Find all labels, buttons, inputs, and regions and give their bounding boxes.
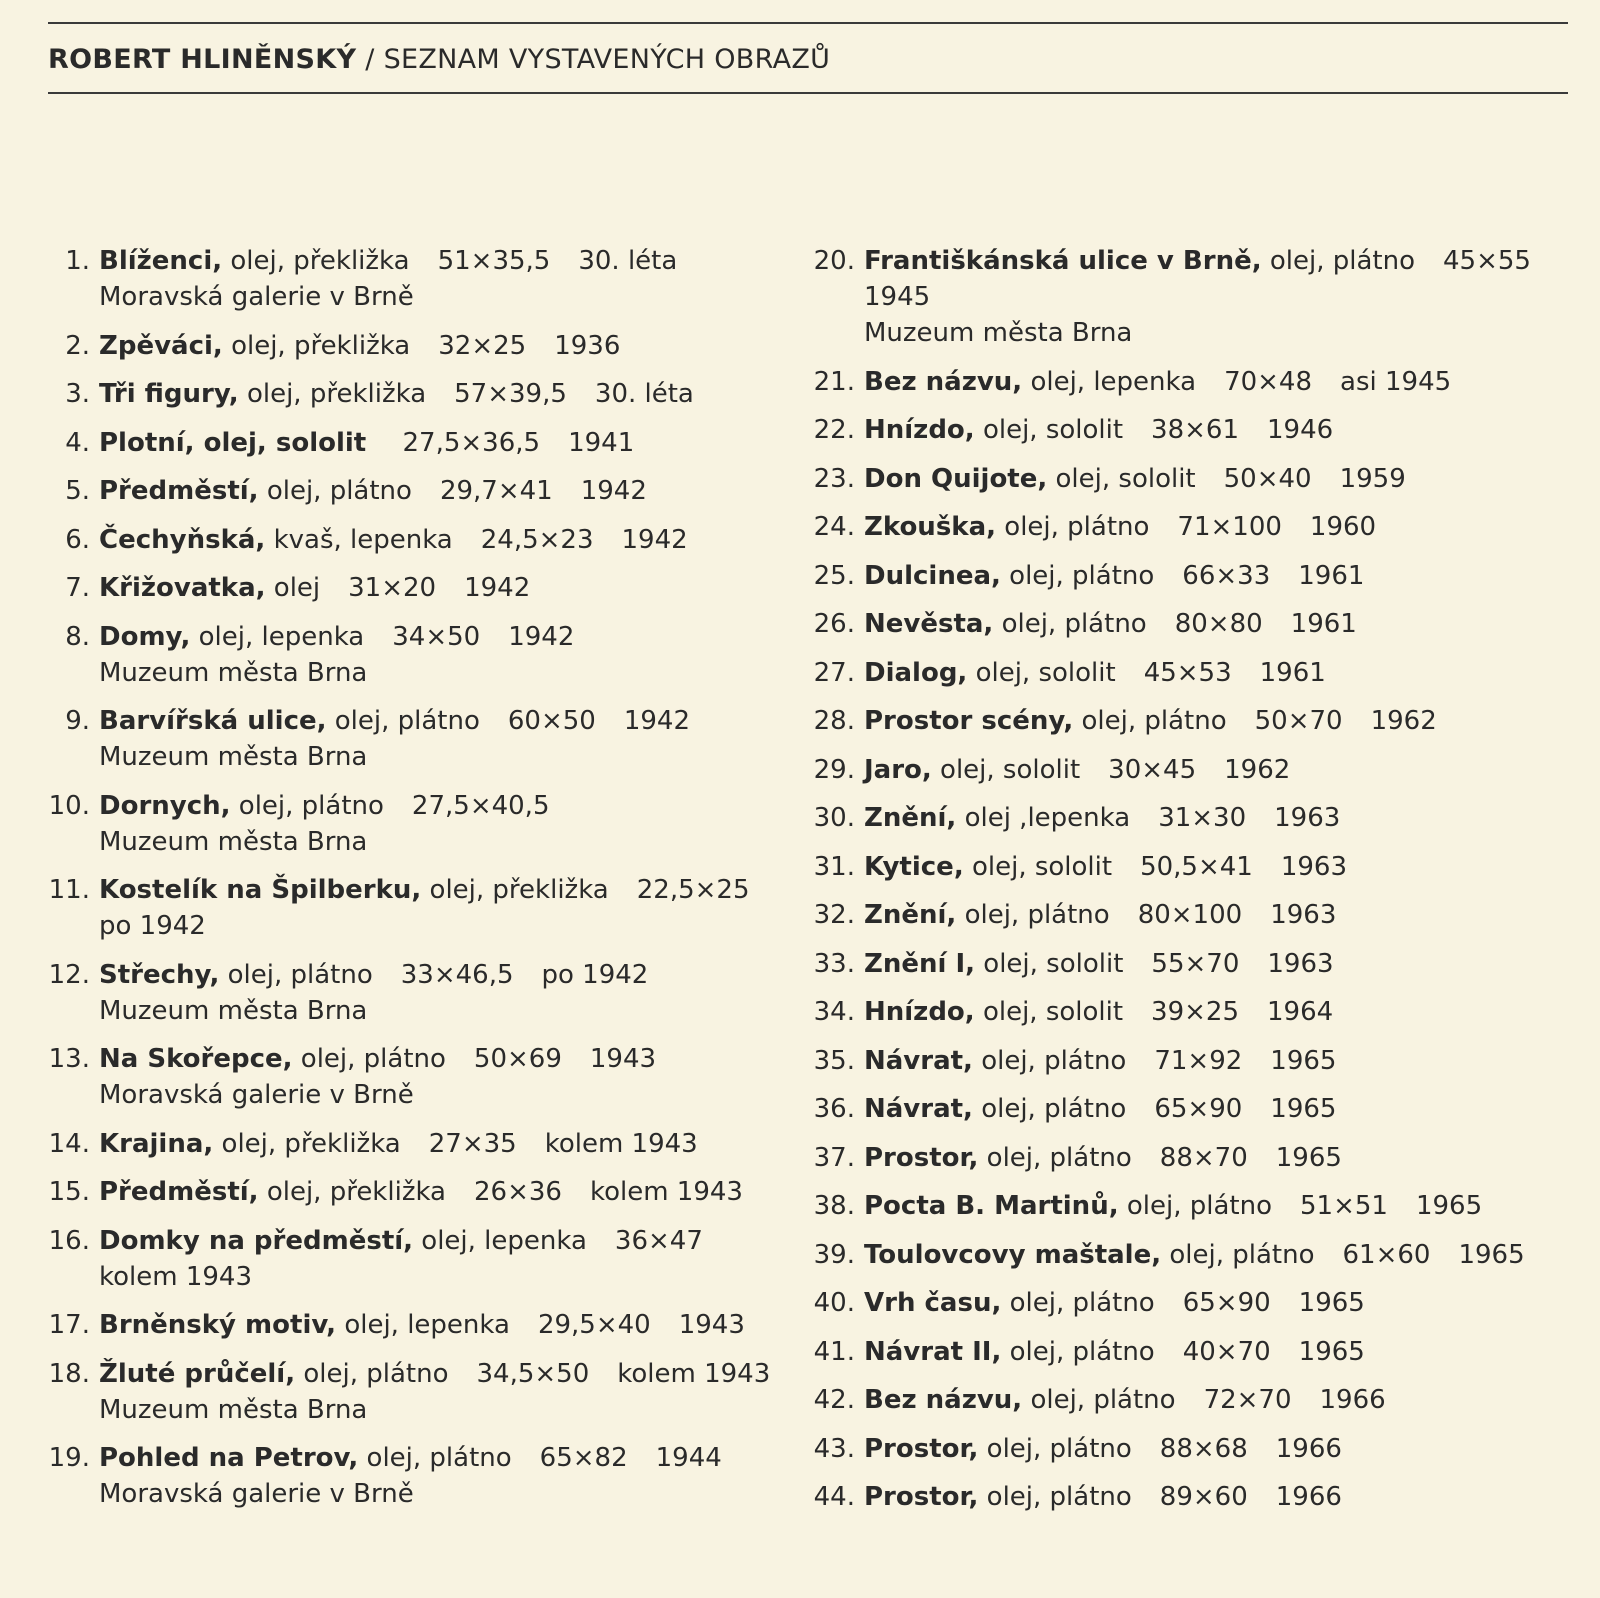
- entry-year: 1963: [1267, 948, 1334, 979]
- entry-dimensions: 66×33: [1182, 560, 1271, 591]
- catalog-entry: [30, 243, 780, 315]
- catalog-entry: [30, 788, 780, 860]
- entry-medium: olej, plátno: [1009, 1336, 1155, 1367]
- entry-dimensions: 50,5×41: [1140, 851, 1253, 882]
- entry-dimensions: 32×25: [438, 330, 527, 361]
- entry-dimensions: 50×40: [1223, 463, 1312, 494]
- entry-number: 22.: [813, 415, 855, 445]
- catalog-entry: [795, 655, 1585, 691]
- entry-number: 28.: [813, 706, 855, 736]
- catalog-entry: [30, 1041, 780, 1113]
- entry-dimensions: 89×60: [1159, 1482, 1248, 1512]
- entry-title: Čechyňská,: [99, 524, 266, 555]
- entry-number: 29.: [813, 754, 855, 785]
- entry-title: Brněnský motiv,: [99, 1310, 337, 1340]
- entry-title: Plotní, olej, sololit: [99, 427, 367, 458]
- entry-number: 26.: [813, 609, 855, 639]
- entry-location: po 1942: [99, 911, 206, 941]
- entry-number: 2.: [65, 330, 90, 361]
- entry-title: Zkouška,: [864, 512, 997, 542]
- entry-year: 1942: [621, 524, 688, 555]
- top-rule: [48, 22, 1568, 24]
- entry-medium: olej, plátno: [238, 790, 384, 821]
- entry-title: Barvířská ulice,: [99, 706, 327, 736]
- entry-medium: olej, lepenka: [198, 621, 365, 652]
- catalog-entry: [795, 994, 1585, 1030]
- entry-dimensions: 45×53: [1143, 657, 1232, 688]
- entry-title: Pocta B. Martinů,: [864, 1191, 1119, 1221]
- entry-medium: olej, překližka: [231, 330, 411, 361]
- entry-number: 21.: [813, 366, 855, 397]
- entry-number: 31.: [813, 851, 855, 882]
- entry-dimensions: 24,5×23: [480, 524, 594, 555]
- entry-title: Domky na předměstí,: [99, 1225, 414, 1256]
- entry-title: Blíženci,: [99, 246, 223, 276]
- catalog-entry: [30, 1307, 780, 1343]
- entry-dimensions: 38×61: [1151, 415, 1239, 445]
- entry-title: Znění,: [864, 803, 957, 833]
- catalog-entry: [30, 1126, 780, 1162]
- entry-dimensions: 34×50: [392, 621, 481, 652]
- entry-title: Žluté průčelí,: [99, 1358, 296, 1389]
- entry-title: Dulcinea,: [864, 560, 1001, 591]
- catalog-entry: [795, 800, 1585, 836]
- entry-title: Toulovcovy maštale,: [864, 1239, 1162, 1270]
- catalog-entry: [795, 752, 1585, 788]
- entry-title: Hnízdo,: [864, 997, 975, 1027]
- catalog-entry: [30, 957, 780, 1029]
- entry-year: 1965: [1415, 1191, 1483, 1221]
- left-column: [30, 243, 780, 1525]
- entry-number: 24.: [813, 512, 855, 542]
- entry-title: Střechy,: [99, 959, 220, 990]
- entry-dimensions: 65×90: [1182, 1288, 1271, 1318]
- entry-year: 1943: [678, 1310, 745, 1340]
- entry-title: Hnízdo,: [864, 415, 975, 445]
- entry-dimensions: 50×69: [473, 1044, 562, 1074]
- entry-year: 1942: [623, 706, 691, 736]
- entry-medium: olej, sololit: [940, 754, 1081, 785]
- entry-dimensions: 29,5×40: [537, 1310, 651, 1340]
- entry-dimensions: 51×35,5: [437, 246, 551, 276]
- entry-dimensions: 50×70: [1254, 706, 1343, 736]
- entry-number: 27.: [813, 657, 855, 688]
- entry-title: Návrat,: [864, 1094, 973, 1124]
- header-author: ROBERT HLINĚNSKÝ: [48, 44, 357, 75]
- catalog-entry: [795, 1043, 1585, 1079]
- catalog-entry: [795, 1285, 1585, 1321]
- entry-location: Moravská galerie v Brně: [99, 1080, 414, 1110]
- entry-year: 1966: [1275, 1433, 1342, 1464]
- entry-dimensions: 65×82: [539, 1443, 628, 1473]
- entry-title: Návrat II,: [864, 1336, 1002, 1367]
- entry-medium: olej, sololit: [982, 997, 1124, 1027]
- entry-number: 43.: [813, 1433, 855, 1464]
- entry-dimensions: 30×45: [1108, 754, 1197, 785]
- entry-title: Předměstí,: [99, 476, 259, 506]
- catalog-entry: [30, 328, 780, 364]
- entry-location: Muzeum města Brna: [99, 995, 368, 1026]
- entry-location: 1945: [864, 282, 931, 312]
- entry-number: 19.: [48, 1443, 90, 1473]
- entry-title: Tři figury,: [99, 379, 239, 409]
- entry-year: 1942: [464, 573, 531, 603]
- entry-year: 1964: [1267, 997, 1334, 1027]
- entry-number: 14.: [48, 1128, 90, 1159]
- entry-medium: olej, plátno: [981, 1094, 1127, 1124]
- catalog-entry: [30, 1174, 780, 1210]
- entry-medium: olej, překližka: [429, 875, 609, 905]
- entry-number: 44.: [813, 1482, 855, 1512]
- entry-location: Muzeum města Brna: [99, 657, 368, 688]
- entry-medium: olej, plátno: [1009, 560, 1155, 591]
- entry-dimensions: 72×70: [1203, 1385, 1292, 1415]
- entry-year: 1966: [1319, 1385, 1386, 1415]
- entry-year: 1944: [655, 1443, 722, 1473]
- entry-dimensions: 31×30: [1158, 803, 1247, 833]
- entry-number: 1.: [65, 246, 90, 276]
- catalog-entry: [795, 1382, 1585, 1418]
- header-rule: [48, 92, 1568, 94]
- entry-dimensions: 36×47: [614, 1225, 703, 1256]
- entry-medium: olej, lepenka: [421, 1225, 587, 1256]
- catalog-entry: [795, 703, 1585, 739]
- entry-location: Muzeum města Brna: [99, 742, 368, 772]
- entry-year: 1961: [1290, 609, 1357, 639]
- entry-year: 1965: [1298, 1336, 1365, 1367]
- entry-number: 39.: [813, 1239, 855, 1270]
- entry-dimensions: 60×50: [507, 706, 596, 736]
- catalog-entry: [795, 1091, 1585, 1127]
- entry-year: kolem 1943: [589, 1177, 743, 1207]
- entry-medium: olej, plátno: [986, 1482, 1132, 1512]
- entry-dimensions: 27,5×36,5: [402, 427, 541, 458]
- entry-dimensions: 45×55: [1442, 246, 1531, 276]
- entry-number: 5.: [65, 476, 90, 506]
- entry-medium: olej, plátno: [986, 1142, 1132, 1173]
- entry-number: 23.: [813, 463, 855, 494]
- entry-medium: olej: [273, 573, 321, 603]
- entry-title: Don Quijote,: [864, 463, 1048, 494]
- entry-medium: olej, plátno: [964, 900, 1110, 930]
- entry-dimensions: 55×70: [1151, 948, 1240, 979]
- entry-number: 18.: [48, 1358, 90, 1389]
- entry-dimensions: 57×39,5: [454, 379, 567, 409]
- entry-medium: kvaš, lepenka: [273, 524, 453, 555]
- catalog-entry: [795, 1188, 1585, 1224]
- entry-title: Kostelík na Špilberku,: [99, 875, 422, 905]
- entry-medium: olej, plátno: [1030, 1385, 1176, 1415]
- entry-number: 32.: [813, 900, 855, 930]
- entry-number: 6.: [65, 524, 90, 555]
- entry-location: Moravská galerie v Brně: [99, 282, 414, 312]
- entry-number: 9.: [65, 706, 90, 736]
- entry-dimensions: 27,5×40,5: [411, 790, 550, 821]
- catalog-entry: [30, 619, 780, 691]
- entry-title: Vrh času,: [864, 1288, 1002, 1318]
- entry-dimensions: 29,7×41: [439, 476, 553, 506]
- entry-medium: olej, sololit: [971, 851, 1113, 882]
- entry-number: 25.: [813, 560, 855, 591]
- entry-number: 11.: [48, 875, 90, 905]
- entry-title: Prostor,: [864, 1482, 979, 1512]
- entry-year: asi 1945: [1340, 366, 1452, 397]
- entry-number: 16.: [48, 1225, 90, 1256]
- entry-number: 13.: [48, 1044, 90, 1074]
- entry-dimensions: 71×100: [1177, 512, 1282, 542]
- entry-dimensions: 80×80: [1174, 609, 1263, 639]
- entry-year: 1965: [1275, 1142, 1342, 1173]
- entry-medium: olej, plátno: [334, 706, 480, 736]
- entry-title: Předměstí,: [99, 1177, 259, 1207]
- catalog-entry: [795, 849, 1585, 885]
- entry-number: 34.: [813, 997, 855, 1027]
- entry-medium: olej, lepenka: [1030, 366, 1197, 397]
- entry-year: 1961: [1259, 657, 1326, 688]
- entry-dimensions: 27×35: [428, 1128, 517, 1159]
- catalog-entry: [795, 509, 1585, 545]
- entry-year: 1965: [1458, 1239, 1525, 1270]
- entry-year: 1941: [568, 427, 635, 458]
- entry-number: 8.: [65, 621, 90, 652]
- entry-number: 41.: [813, 1336, 855, 1367]
- entry-year: 30. léta: [578, 246, 678, 276]
- entry-medium: olej, plátno: [1001, 609, 1147, 639]
- entry-number: 17.: [48, 1310, 90, 1340]
- entry-year: 1962: [1224, 754, 1291, 785]
- entry-title: Bez názvu,: [864, 366, 1023, 397]
- catalog-entry: [795, 558, 1585, 594]
- catalog-entry: [30, 872, 780, 944]
- entry-medium: olej, plátno: [1004, 512, 1150, 542]
- entry-title: Krajina,: [99, 1128, 214, 1159]
- entry-location: kolem 1943: [99, 1261, 253, 1292]
- entry-dimensions: 26×36: [474, 1177, 562, 1207]
- entry-number: 15.: [48, 1177, 90, 1207]
- entry-title: Dornych,: [99, 790, 231, 821]
- entry-title: Znění,: [864, 900, 957, 930]
- entry-location: Muzeum města Brna: [864, 318, 1133, 348]
- entry-number: 42.: [813, 1385, 855, 1415]
- entry-year: 1942: [580, 476, 647, 506]
- entry-title: Znění I,: [864, 948, 976, 979]
- entry-number: 3.: [65, 379, 90, 409]
- entry-title: Kytice,: [864, 851, 964, 882]
- entry-dimensions: 71×92: [1154, 1045, 1243, 1076]
- entry-dimensions: 31×20: [348, 573, 437, 603]
- entry-medium: olej, plátno: [303, 1358, 449, 1389]
- entry-year: 1946: [1267, 415, 1334, 445]
- entry-year: 1963: [1280, 851, 1348, 882]
- entry-number: 12.: [48, 959, 90, 990]
- entry-medium: olej, lepenka: [344, 1310, 510, 1340]
- entry-medium: olej ,lepenka: [964, 803, 1131, 833]
- entry-number: 35.: [813, 1045, 855, 1076]
- entry-year: 1965: [1270, 1094, 1337, 1124]
- entry-dimensions: 34,5×50: [476, 1358, 590, 1389]
- entry-year: 1965: [1270, 1045, 1337, 1076]
- entry-medium: olej, překližka: [266, 1177, 446, 1207]
- entry-medium: olej, překližka: [221, 1128, 401, 1159]
- entry-title: Návrat,: [864, 1045, 973, 1076]
- entry-medium: olej, plátno: [300, 1044, 446, 1074]
- catalog-entry: [795, 946, 1585, 982]
- entry-year: 1962: [1370, 706, 1437, 736]
- entry-year: 1965: [1298, 1288, 1365, 1318]
- entry-number: 20.: [813, 246, 855, 276]
- entry-number: 38.: [813, 1191, 855, 1221]
- entry-title: Na Skořepce,: [99, 1044, 293, 1074]
- entry-year: 1942: [508, 621, 575, 652]
- entry-medium: olej, překližka: [230, 246, 410, 276]
- entry-number: 7.: [65, 573, 90, 603]
- catalog-entry: [795, 1431, 1585, 1467]
- catalog-entry: [30, 473, 780, 509]
- entry-year: 1963: [1274, 803, 1341, 833]
- entry-medium: olej, plátno: [986, 1433, 1132, 1464]
- catalog-entry: [795, 364, 1585, 400]
- entry-title: Pohled na Petrov,: [99, 1443, 359, 1473]
- header-title: SEZNAM VYSTAVENÝCH OBRAZŮ: [383, 44, 831, 75]
- entry-medium: olej, sololit: [983, 948, 1124, 979]
- catalog-entry: [795, 606, 1585, 642]
- catalog-entry: [30, 570, 780, 606]
- catalog-entry: [795, 243, 1585, 351]
- entry-dimensions: 33×46,5: [400, 959, 514, 990]
- entry-medium: olej, sololit: [982, 415, 1124, 445]
- entry-number: 33.: [813, 948, 855, 979]
- entry-medium: olej, plátno: [1009, 1288, 1155, 1318]
- entry-medium: olej, překližka: [246, 379, 427, 409]
- entry-medium: olej, plátno: [1126, 1191, 1272, 1221]
- catalog-entry: [795, 897, 1585, 933]
- entry-number: 10.: [48, 790, 90, 821]
- entry-medium: olej, plátno: [981, 1045, 1127, 1076]
- entry-dimensions: 22,5×25: [636, 875, 750, 905]
- catalog-entry: [30, 703, 780, 775]
- entry-year: 1936: [554, 330, 621, 361]
- entry-title: Domy,: [99, 621, 191, 652]
- entry-title: Františkánská ulice v Brně,: [864, 246, 1262, 276]
- catalog-entry: [795, 1140, 1585, 1176]
- entry-number: 36.: [813, 1094, 855, 1124]
- entry-year: po 1942: [541, 959, 649, 990]
- entry-medium: olej, plátno: [1081, 706, 1227, 736]
- entry-year: kolem 1943: [617, 1358, 771, 1389]
- entry-dimensions: 70×48: [1224, 366, 1313, 397]
- entry-medium: olej, plátno: [1169, 1239, 1315, 1270]
- catalog-entry: [795, 1237, 1585, 1273]
- entry-title: Nevěsta,: [864, 609, 994, 639]
- entry-dimensions: 51×51: [1299, 1191, 1388, 1221]
- entry-number: 40.: [813, 1288, 855, 1318]
- entry-location: Muzeum města Brna: [99, 826, 368, 857]
- entry-medium: olej, plátno: [366, 1443, 512, 1473]
- catalog-entry: [30, 425, 780, 461]
- entry-year: kolem 1943: [544, 1128, 698, 1159]
- page-header: [48, 44, 830, 75]
- entry-dimensions: 61×60: [1342, 1239, 1431, 1270]
- catalog-entry: [30, 376, 780, 412]
- entry-title: Prostor,: [864, 1433, 979, 1464]
- entry-dimensions: 39×25: [1151, 997, 1239, 1027]
- entry-year: 1961: [1298, 560, 1365, 591]
- entry-location: Muzeum města Brna: [99, 1394, 368, 1425]
- entry-year: 1960: [1309, 512, 1377, 542]
- entry-title: Křižovatka,: [99, 573, 266, 603]
- catalog-entry: [795, 1334, 1585, 1370]
- catalog-entry: [795, 1479, 1585, 1515]
- entry-title: Zpěváci,: [99, 330, 223, 361]
- catalog-entry: [30, 1440, 780, 1512]
- entry-dimensions: 88×68: [1159, 1433, 1248, 1464]
- entry-number: 4.: [65, 427, 90, 458]
- entry-dimensions: 40×70: [1182, 1336, 1271, 1367]
- entry-medium: olej, sololit: [1055, 463, 1196, 494]
- entry-title: Bez názvu,: [864, 1385, 1023, 1415]
- entry-location: Moravská galerie v Brně: [99, 1479, 414, 1509]
- right-column: [795, 243, 1585, 1528]
- entry-title: Jaro,: [864, 754, 932, 785]
- entry-year: 1963: [1270, 900, 1337, 930]
- catalog-entry: [30, 522, 780, 558]
- entry-year: 1943: [589, 1044, 657, 1074]
- catalog-entry: [30, 1223, 780, 1295]
- entry-title: Prostor,: [864, 1142, 979, 1173]
- entry-year: 30. léta: [594, 379, 694, 409]
- entry-title: Prostor scény,: [864, 706, 1074, 736]
- entry-title: Dialog,: [864, 657, 968, 688]
- entry-year: 1966: [1275, 1482, 1342, 1512]
- entry-dimensions: 80×100: [1137, 900, 1243, 930]
- entry-number: 30.: [813, 803, 855, 833]
- entry-medium: olej, plátno: [266, 476, 412, 506]
- entry-number: 37.: [813, 1142, 855, 1173]
- catalog-entry: [30, 1356, 780, 1428]
- entry-dimensions: 65×90: [1154, 1094, 1243, 1124]
- catalog-entry: [795, 461, 1585, 497]
- entry-medium: olej, sololit: [975, 657, 1116, 688]
- catalog-entry: [795, 412, 1585, 448]
- entry-dimensions: 88×70: [1159, 1142, 1248, 1173]
- entry-medium: olej, plátno: [1269, 246, 1415, 276]
- entry-year: 1959: [1339, 463, 1406, 494]
- entry-medium: olej, plátno: [227, 959, 373, 990]
- header-separator: /: [365, 44, 375, 75]
